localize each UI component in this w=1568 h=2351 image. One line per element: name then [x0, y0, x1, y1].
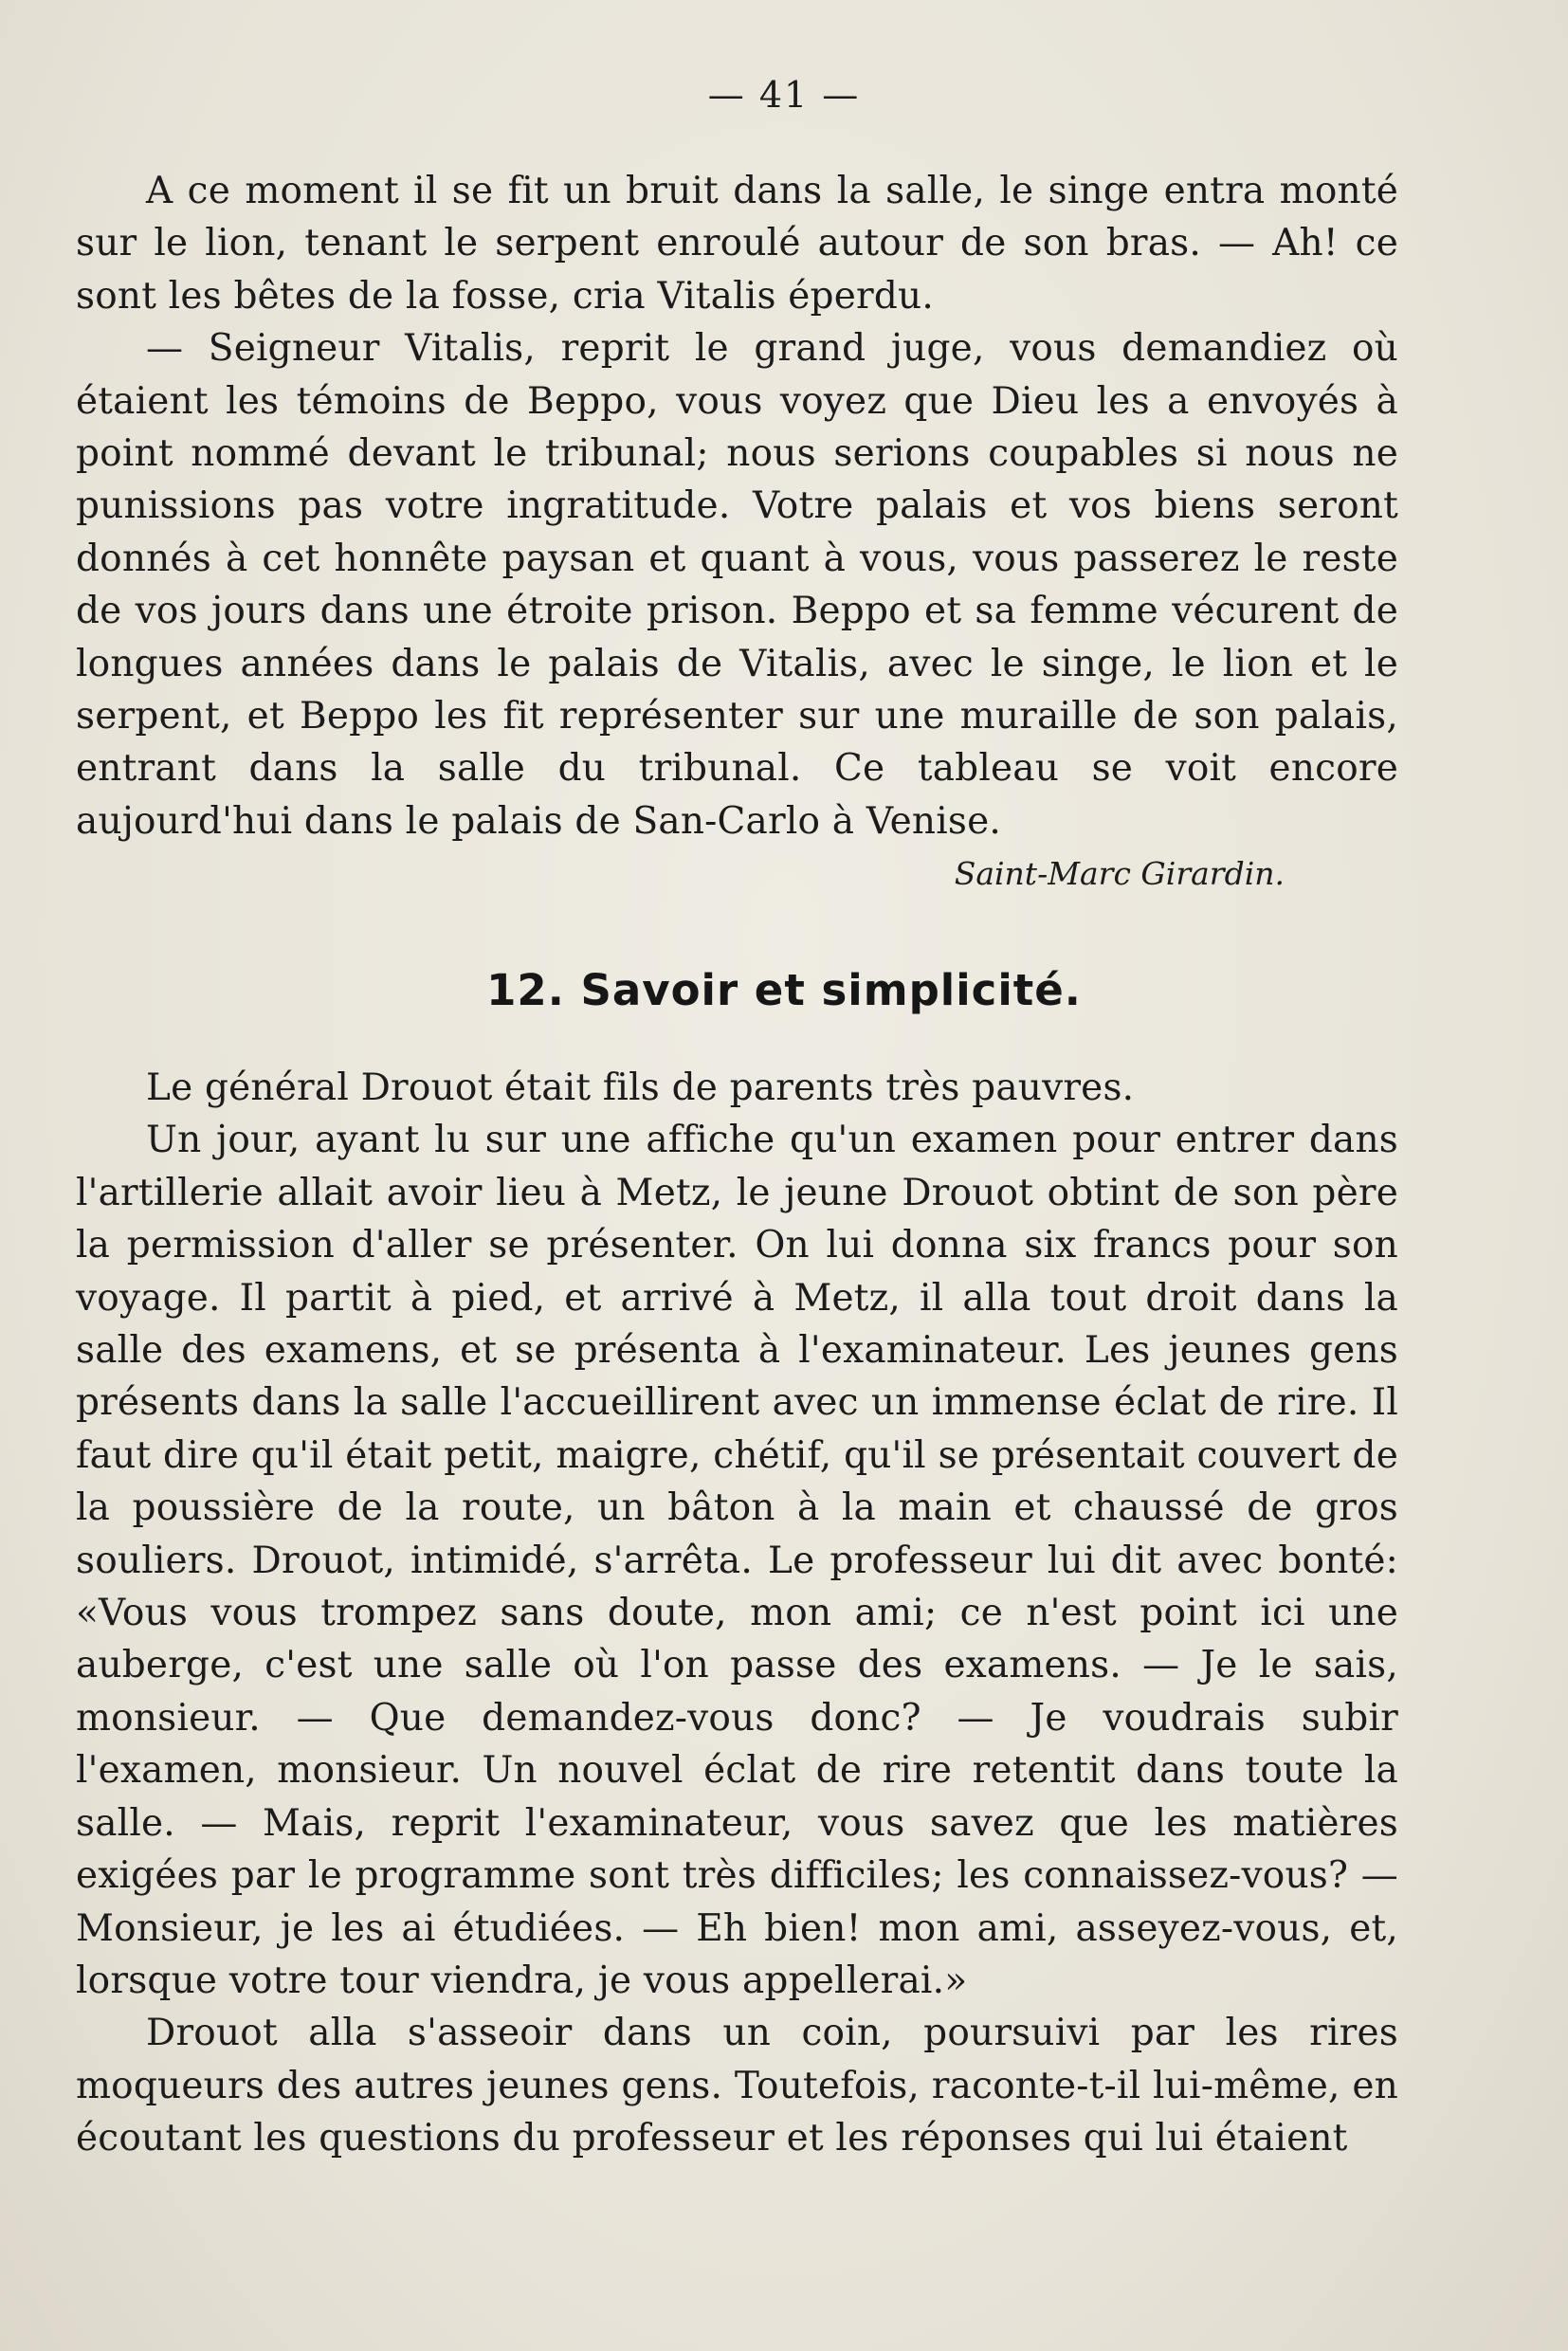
section-body [76, 1062, 1398, 2165]
paragraph: Drouot alla s'asseoir dans un coin, poursuivi par les rires moqueurs des autres jeunes gens. Toutefois, raconte-t-il lui-même, en écoutant les questions du professeur et les réponses qui lui étaient [76, 2012, 1398, 2160]
section-heading: 12. Savoir et simplicité. [486, 965, 1082, 1015]
paragraph: Le général Drouot était fils de parents très pauvres. [146, 1066, 1135, 1109]
author-signature: Saint-Marc Girardin. [954, 855, 1285, 893]
story-ending [76, 165, 1398, 900]
paragraph: Un jour, ayant lu sur une affiche qu'un examen pour entrer dans l'artillerie allait avoir lieu à Metz, le jeune Drouot obtint de son père la permission d'aller se présenter. On lui donna six francs pour son voyage. Il partit à pied, et arrivé à Metz, il alla tout droit dans la salle des examens, et se présenta à l'examinateur. Les jeunes gens présents dans la salle l'accueillirent avec un immense éclat de rire. Il faut dire qu'il était petit, maigre, chétif, qu'il se présentait couvert de la poussière de la route, un bâton à la main et chaussé de gros souliers. Drouot, intimidé, s'arrêta. Le professeur lui dit avec bonté: «Vous vous trompez sans doute, mon ami; ce n'est point ici une auberge, c'est une salle où l'on passe des examens. — Je le sais, monsieur. — Que demandez-vous donc? — Je voudrais subir l'examen, monsieur. Un nouvel éclat de rire retentit dans toute la salle. — Mais, reprit l'examinateur, vous savez que les matières exigées par le programme sont très difficiles; les connaissez-vous? — Monsieur, je les ai étudiées. — Eh bien! mon ami, asseyez-vous, et, lorsque votre tour viendra, je vous appellerai.» [76, 1119, 1398, 2002]
paragraph: — Seigneur Vitalis, reprit le grand juge, vous demandiez où étaient les témoins de Beppo, vous voyez que Dieu les a envoyés à point nommé devant le tribunal; nous serions coupables si nous ne punissions pas votre ingratitude. Votre palais et vos biens seront donnés à cet honnête paysan et quant à vous, vous passerez le reste de vos jours dans une étroite prison. Beppo et sa femme vécurent de longues années dans le palais de Vitalis, avec le singe, le lion et le serpent, et Beppo les fit représenter sur une muraille de son palais, entrant dans la salle du tribunal. Ce tableau se voit encore aujourd'hui dans le palais de San-Carlo à Venise. [76, 327, 1398, 843]
paragraph: A ce moment il se fit un bruit dans la salle, le singe entra monté sur le lion, tenant le serpent enroulé autour de son bras. — Ah! ce sont les bêtes de la fosse, cria Vitalis éperdu. [76, 170, 1398, 318]
page-number: — 41 — [707, 74, 861, 116]
